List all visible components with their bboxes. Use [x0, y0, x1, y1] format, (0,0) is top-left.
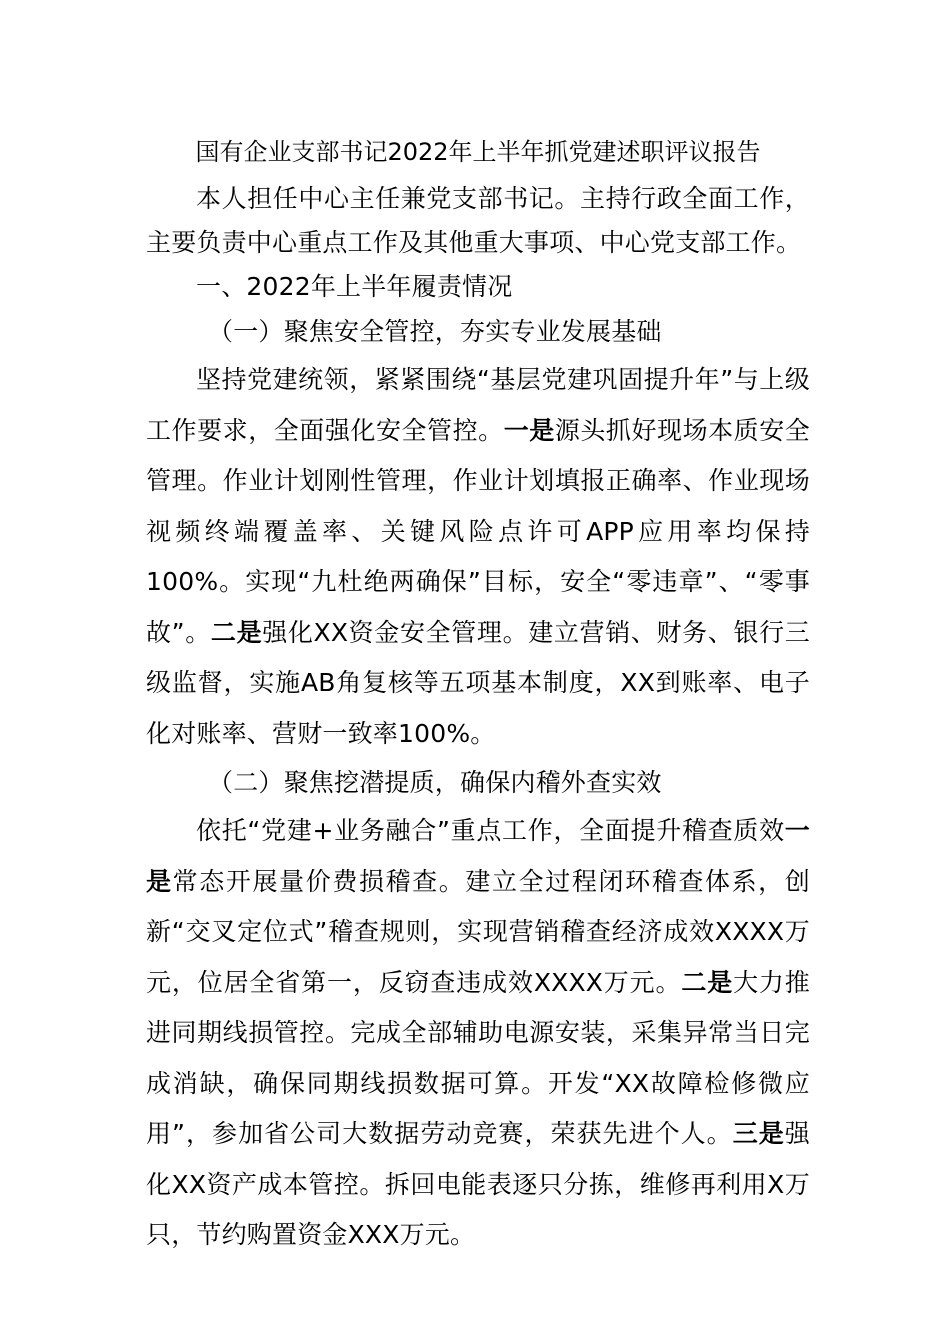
paragraph-lead: 坚持党建统领，紧紧围绕“基层党建巩固提升年”与上级工作要求，全面强化安全管控。	[146, 365, 810, 445]
point-text: 常态开展量价费损稽查。建立全过程闭环稽查体系，创新“交叉定位式”稽查规则，实现营销稽查经济成效XXXX万元，位居全省第一，反窃查违成效XXXX万元。	[146, 866, 810, 997]
point-label: 一是	[503, 415, 555, 445]
section-heading: 一、2022年上半年履责情况	[196, 272, 513, 301]
subsection-heading-1: （一）聚焦安全管控，夯实专业发展基础	[208, 317, 662, 346]
point-label: 二是	[210, 617, 263, 647]
intro-paragraph: 本人担任中心主任兼党支部书记。主持行政全面工作，主要负责中心重点工作及其他重大事项、中心党支部工作。	[146, 184, 810, 257]
paragraph-lead: 依托“党建+业务融合”重点工作，全面提升稽查质效	[196, 816, 785, 845]
document-title: 国有企业支部书记2022年上半年抓党建述职评议报告	[195, 138, 761, 166]
point-text: 强化XX资产成本管控。拆回电能表逐只分拣，维修再利用X万只，节约购置资金XXX万元。	[146, 1119, 810, 1249]
point-text: 源头抓好现场本质安全管理。作业计划刚性管理，作业计划填报正确率、作业现场视频终端覆盖率、关键风险点许可APP应用率均保持100%。实现“九杜绝两确保”目标，安全“零违章”、“零事故”。	[146, 415, 810, 647]
document-body-section1	[146, 308, 810, 1261]
point-text: 强化XX资金安全管理。建立营销、财务、银行三级监督，实施AB角复核等五项基本制度，XX到账率、电子化对账率、营财一致率100%。	[146, 617, 810, 748]
point-label: 一是	[146, 816, 810, 896]
subsection-paragraph-2	[146, 806, 810, 1261]
subsection-paragraph-1	[146, 355, 810, 759]
subsection-heading-2: （二）聚焦挖潜提质，确保内稽外查实效	[208, 768, 662, 797]
document-body-top	[146, 177, 810, 309]
point-text: 大力推进同期线损管控。完成全部辅助电源安装，采集异常当日完成消缺，确保同期线损数据可算。开发“XX故障检修微应用”，参加省公司大数据劳动竞赛，荣获先进个人。	[146, 967, 810, 1148]
point-label: 二是	[681, 967, 734, 997]
point-label: 三是	[732, 1119, 785, 1148]
